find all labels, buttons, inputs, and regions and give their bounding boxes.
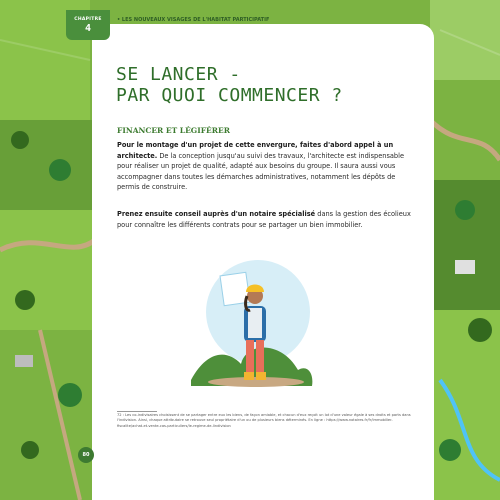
page-number: 80 — [78, 447, 94, 463]
chapter-label: CHAPITRE — [74, 17, 102, 22]
footnote: 72 : Les co-indivisaires choisissent de se partager entre eux les biens, de façon amiable, et chacun d'eux reçoit un lot d'une valeur égale à ses droits et parts dans l'indivision. Ainsi, chaque attributaire se retrouve seul propriétaire d'un ou de plusieurs biens déterminés. En ligne : https://www.notaires.fr/fr/immobilier-fiscalite/achat-et-vente-cas-particuliers/le-regime-de-lindivision — [117, 413, 411, 428]
boot-left — [244, 372, 254, 380]
paragraph-notary-bold: Prenez ensuite conseil auprès d'un notaire spécialisé — [117, 210, 316, 218]
shirt-shape — [248, 308, 262, 338]
page-title-line1: SE LANCER - — [116, 64, 241, 85]
boot-right — [256, 372, 266, 380]
running-head: • LES NOUVEAUX VISAGES DE L'HABITAT PARTICIPATIF — [117, 17, 270, 23]
chapter-number: 4 — [84, 23, 92, 34]
page-title-line2: PAR QUOI COMMENCER ? — [116, 85, 343, 106]
section-heading: FINANCER ET LÉGIFÉRER — [117, 126, 230, 135]
architect-woman-illustration — [186, 252, 316, 392]
page-title — [116, 64, 343, 106]
leg-right — [256, 340, 264, 376]
paragraph-architect-bold: Pour le montage d'un projet de cette envergure, faites d'abord appel à un architecte. — [117, 141, 394, 160]
chapter-tab — [66, 10, 110, 40]
paragraph-notary-rest: dans la gestion des écolieux pour connaître les différents contrats pour se partager un bien immobilier. — [117, 210, 411, 229]
paragraph-architect — [117, 140, 413, 193]
paragraph-notary — [117, 209, 413, 230]
paragraph-architect-rest: De la conception jusqu'au suivi des travaux, l'architecte est indispensable pour réaliser un projet de qualité, adapté aux besoins du groupe. Il saura aussi vous accompagner dans toutes les démarches administratives, notamment les dépôts de permis de construire. — [117, 151, 405, 192]
footnote-divider — [117, 411, 157, 412]
leg-left — [246, 340, 254, 376]
